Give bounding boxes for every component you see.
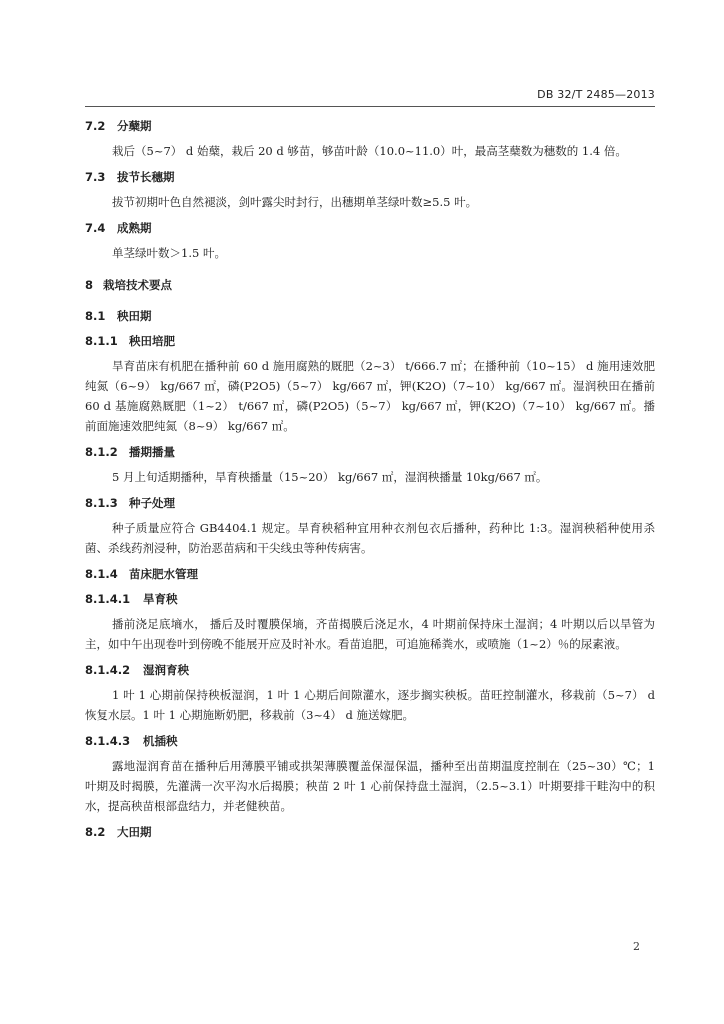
section-title: 栽培技术要点: [103, 278, 172, 292]
section-heading-8-1: [85, 308, 655, 325]
section-title: 播期播量: [129, 445, 175, 459]
section-title: 湿润育秧: [143, 663, 189, 677]
section-heading-8-2: [85, 824, 655, 841]
section-number: 8.1.4: [85, 567, 118, 581]
section-title: 机插秧: [143, 734, 178, 748]
section-heading-8-1-2: [85, 444, 655, 461]
section-number: 8.1.3: [85, 496, 118, 510]
paragraph: 旱育苗床有机肥在播种前 60 d 施用腐熟的厩肥（2~3） t/666.7 ㎡；在播种前（10~15） d 施用速效肥纯氮（6~9） kg/667 ㎡，磷(P2O5)（5~7） kg/667 ㎡，钾(K2O)（7~10） kg/667 ㎡。湿润秧田在播前 60 d 基施腐熟厩肥（1~2） t/667 ㎡，磷(P2O5)（5~7） kg/667 ㎡，钾(K2O)（7~10） kg/667 ㎡。播前面施速效肥纯氮（8~9） kg/667 ㎡。: [85, 359, 655, 433]
section-number: 8.1: [85, 309, 106, 323]
section-number: 8.1.2: [85, 445, 118, 459]
section-heading-7-4: [85, 220, 655, 237]
section-title: 成熟期: [117, 221, 152, 235]
section-title: 秧田期: [117, 309, 152, 323]
paragraph: 种子质量应符合 GB4404.1 规定。旱育秧稻种宜用种衣剂包衣后播种，药种比 1:3。湿润秧稻种使用杀菌、杀线药剂浸种，防治恶苗病和干尖线虫等种传病害。: [85, 521, 655, 555]
section-title: 分蘖期: [117, 119, 152, 133]
paragraph: 栽后（5~7） d 始蘖，栽后 20 d 够苗，够苗叶龄（10.0~11.0）叶，最高茎蘖数为穗数的 1.4 倍。: [112, 144, 627, 158]
section-heading-8-1-4-3: [85, 733, 655, 750]
section-title: 旱育秧: [143, 592, 178, 606]
section-heading-8-1-4-1: [85, 591, 655, 608]
paragraph: 5 月上旬适期播种，旱育秧播量（15~20） kg/667 ㎡，湿润秧播量 10kg/667 ㎡。: [112, 470, 548, 484]
section-number: 8.2: [85, 825, 106, 839]
section-number: 7.4: [85, 221, 106, 235]
paragraph: 播前浇足底墒水， 播后及时覆膜保墒，齐苗揭膜后浇足水，4 叶期前保持床土湿润；4 叶期以后以旱管为主，如中午出现卷叶到傍晚不能展开应及时补水。看苗追肥，可追施稀粪水，或喷施（1~2）％的尿素液。: [85, 617, 655, 651]
section-title: 苗床肥水管理: [129, 567, 198, 581]
section-number: 7.2: [85, 119, 106, 133]
section-number: 8.1.4.1: [85, 592, 131, 606]
page-number: 2: [633, 940, 640, 953]
section-heading-8-1-1: [85, 333, 655, 350]
paragraph: 单茎绿叶数＞1.5 叶。: [112, 246, 226, 260]
section-title: 拔节长穗期: [117, 170, 175, 184]
paragraph: 拔节初期叶色自然褪淡，剑叶露尖时封行，出穗期单茎绿叶数≥5.5 叶。: [112, 195, 478, 209]
section-heading-7-2: [85, 118, 655, 135]
section-heading-8-1-3: [85, 495, 655, 512]
section-title: 秧田培肥: [129, 334, 175, 348]
section-heading-8-1-4-2: [85, 662, 655, 679]
document-body: [85, 118, 655, 841]
section-number: 7.3: [85, 170, 106, 184]
paragraph: 1 叶 1 心期前保持秧板湿润，1 叶 1 心期后间隙灌水，逐步搁实秧板。苗旺控制灌水，移栽前（5~7） d 恢复水层。1 叶 1 心期施断奶肥，移栽前（3~4） d 施送嫁肥。: [85, 688, 655, 722]
section-heading-7-3: [85, 169, 655, 186]
section-number: 8: [85, 278, 94, 292]
paragraph: 露地湿润育苗在播种后用薄膜平铺或拱架薄膜覆盖保湿保温，播种至出苗期温度控制在（25~30）℃；1 叶期及时揭膜，先灌满一次平沟水后揭膜；秧苗 2 叶 1 心前保持盘土湿润，（2.5~3.1）叶期要排干畦沟中的积水，提高秧苗根部盘结力，并老健秧苗。: [85, 759, 655, 813]
standard-code: DB 32/T 2485—2013: [537, 88, 655, 101]
section-number: 8.1.4.3: [85, 734, 131, 748]
header-rule: [85, 106, 655, 107]
section-title: 种子处理: [129, 496, 175, 510]
section-number: 8.1.1: [85, 334, 118, 348]
section-number: 8.1.4.2: [85, 663, 131, 677]
section-title: 大田期: [117, 825, 152, 839]
section-heading-8: [85, 277, 655, 294]
section-heading-8-1-4: [85, 566, 655, 583]
